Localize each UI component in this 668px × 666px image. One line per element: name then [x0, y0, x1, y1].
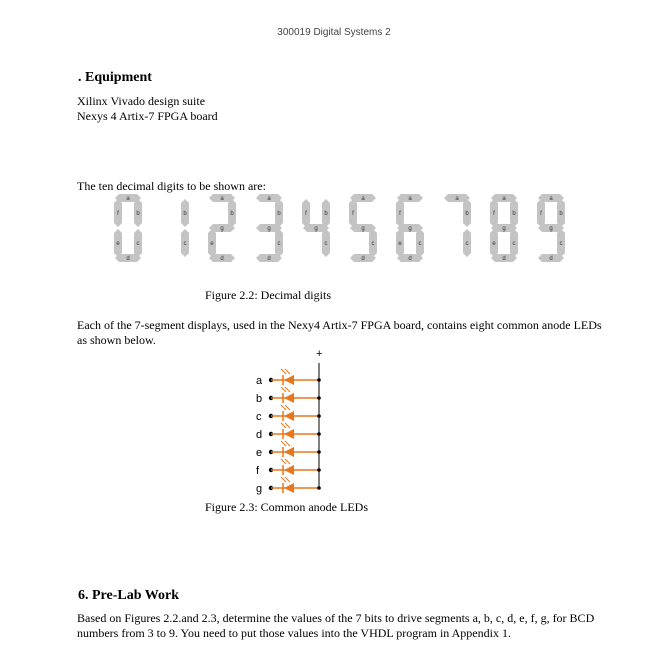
segment-label: d	[220, 256, 224, 262]
bus-junction	[317, 432, 321, 436]
common-anode-leds-figure	[252, 345, 342, 495]
bus-junction	[317, 468, 321, 472]
segment-label: f	[117, 211, 119, 217]
digit-4	[302, 199, 330, 257]
pin-label: f	[256, 465, 260, 477]
equipment-item: Xilinx Vivado design suite	[77, 94, 206, 108]
pin-label: e	[256, 447, 263, 459]
prelab-heading: 6. Pre-Lab Work	[78, 588, 179, 603]
figure-2-3-caption: Figure 2.3: Common anode LEDs	[205, 500, 368, 514]
bus-junction	[317, 486, 321, 490]
segment-label: a	[455, 196, 459, 202]
segment-label: b	[512, 211, 516, 217]
digit-8	[490, 194, 518, 262]
led-e	[256, 441, 321, 459]
segment-label: c	[324, 241, 328, 247]
diode-triangle	[284, 393, 294, 403]
segment-label: c	[465, 241, 469, 247]
segment-label: a	[267, 196, 271, 202]
segment-label: f	[399, 211, 401, 217]
segment-label: a	[549, 196, 553, 202]
pin-label: a	[256, 375, 263, 387]
segment-label: e	[398, 241, 402, 247]
led-a	[256, 369, 321, 387]
led-c	[256, 405, 321, 423]
digits-intro: The ten decimal digits to be shown are:	[77, 179, 266, 193]
segment-label: g	[502, 226, 506, 232]
segment-label: g	[361, 226, 365, 232]
page-header: 300019 Digital Systems 2	[277, 27, 391, 38]
digit-9	[537, 194, 565, 262]
diode-triangle	[284, 429, 294, 439]
segment-label: a	[220, 196, 224, 202]
diode-triangle	[284, 375, 294, 385]
digit-2	[208, 194, 236, 262]
digit-1	[181, 199, 189, 257]
digit-7	[444, 194, 471, 257]
segment-label: c	[371, 241, 375, 247]
segment-label: c	[277, 241, 281, 247]
equipment-list	[77, 94, 218, 124]
plus-label: +	[316, 348, 323, 360]
segment-label: a	[502, 196, 506, 202]
segment-label: c	[183, 241, 187, 247]
segment-label: a	[408, 196, 412, 202]
segment-label: b	[277, 211, 281, 217]
led-b	[256, 387, 321, 405]
segment-label: e	[116, 241, 120, 247]
segment-label: b	[465, 211, 469, 217]
segment-label: d	[126, 256, 130, 262]
bus-junction	[317, 378, 321, 382]
segment-label: c	[512, 241, 516, 247]
segment-label: f	[305, 211, 307, 217]
digit-0	[114, 194, 142, 262]
segment-label: c	[136, 241, 140, 247]
segment-label: d	[408, 256, 412, 262]
segment-label: d	[549, 256, 553, 262]
segment-label: b	[183, 211, 187, 217]
segment-label: f	[493, 211, 495, 217]
segment-label: d	[361, 256, 365, 262]
segment-label: g	[408, 226, 412, 232]
segment-label: f	[352, 211, 354, 217]
segment-label: c	[418, 241, 422, 247]
segment-label: a	[126, 196, 130, 202]
segment-label: f	[540, 211, 542, 217]
leds-description: Each of the 7-segment displays, used in the Nexy4 Artix-7 FPGA board, contains eight common anode LEDs as shown below.	[77, 318, 602, 347]
segment-label: b	[136, 211, 140, 217]
diode-triangle	[284, 447, 294, 457]
pin-label: g	[256, 483, 263, 495]
led-f	[256, 459, 321, 477]
bus-junction	[317, 450, 321, 454]
segment-label: g	[267, 226, 271, 232]
segment-label: g	[220, 226, 224, 232]
decimal-digits-figure	[108, 190, 563, 270]
segment-label: b	[230, 211, 234, 217]
digit-5	[349, 194, 377, 262]
led-d	[256, 423, 321, 441]
segment-label: e	[492, 241, 496, 247]
segment-label: b	[324, 211, 328, 217]
pin-label: c	[256, 411, 262, 423]
prelab-text: Based on Figures 2.2.and 2.3, determine the values of the 7 bits to drive segments a, b, c, d, e, f, g, for BCD numbers from 3 to 9. You need to put those values into the VHDL program in Appendix 1.	[77, 611, 595, 640]
segment-label: g	[549, 226, 553, 232]
digit-3	[256, 194, 283, 262]
pin-label: d	[256, 429, 263, 441]
diode-triangle	[284, 465, 294, 475]
segment-label: d	[502, 256, 506, 262]
equipment-item: Nexys 4 Artix-7 FPGA board	[77, 109, 218, 123]
segment-label: b	[559, 211, 563, 217]
figure-2-2-caption: Figure 2.2: Decimal digits	[205, 288, 331, 302]
segment-label: d	[267, 256, 271, 262]
segment-label: g	[314, 226, 318, 232]
pin-label: b	[256, 393, 263, 405]
led-g	[256, 477, 321, 495]
diode-triangle	[284, 483, 294, 493]
segment-label: c	[559, 241, 563, 247]
digit-6	[396, 194, 424, 262]
equipment-heading: . Equipment	[78, 70, 152, 85]
segment-label: e	[210, 241, 214, 247]
diode-triangle	[284, 411, 294, 421]
bus-junction	[317, 396, 321, 400]
segment-label: a	[361, 196, 365, 202]
bus-junction	[317, 414, 321, 418]
